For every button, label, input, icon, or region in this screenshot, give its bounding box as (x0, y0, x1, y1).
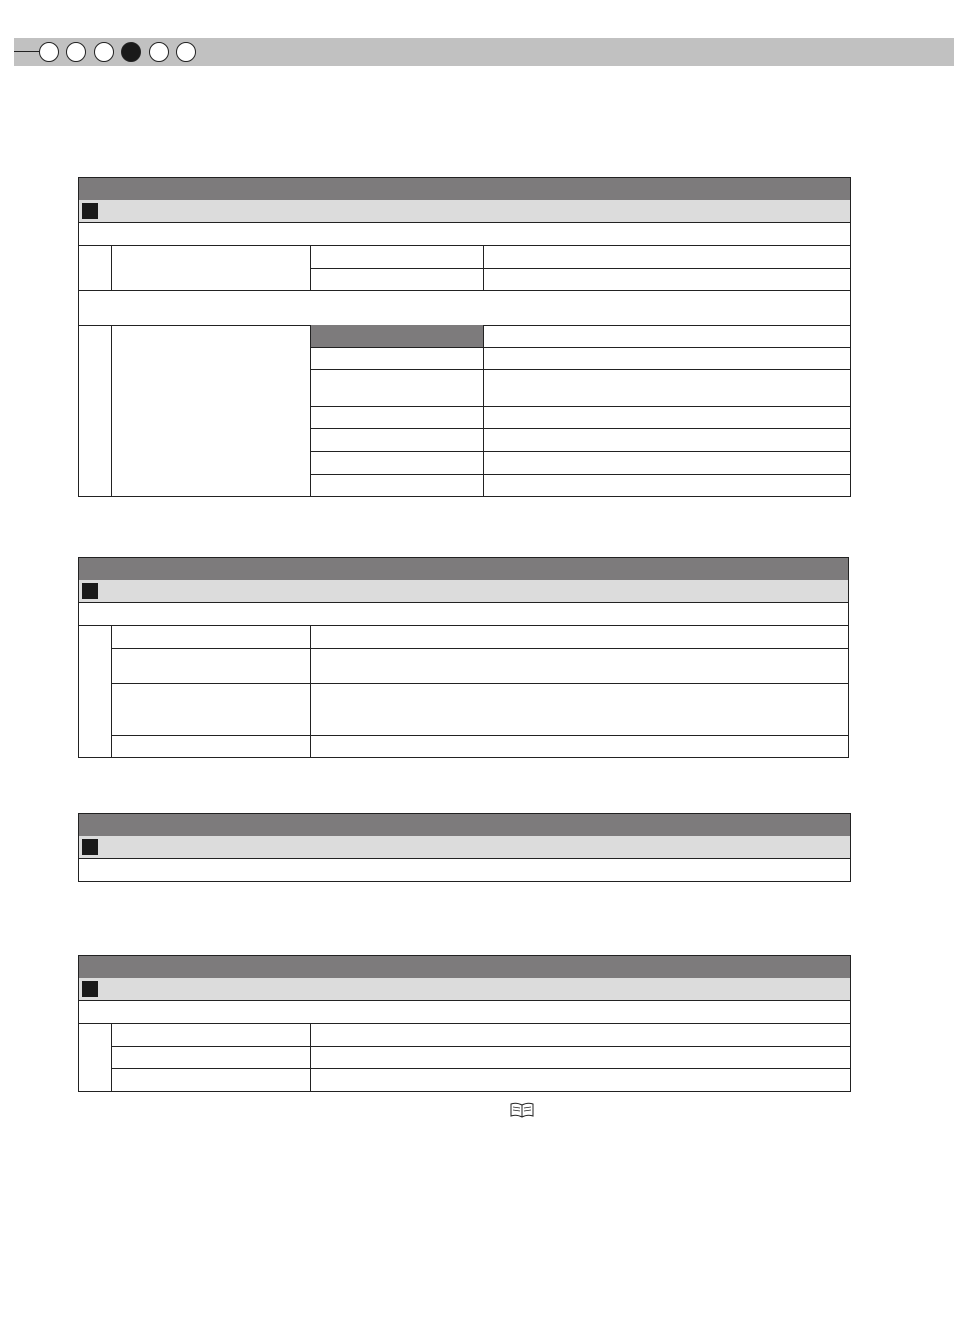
table-4-header (79, 956, 850, 979)
table-3-subheader (79, 836, 850, 859)
table-4-row-divider (111, 1068, 850, 1069)
settings-table-2 (78, 557, 849, 758)
table-1-col-divider (111, 325, 112, 497)
table-2-row-divider (111, 683, 848, 684)
table-1-row-divider (310, 406, 850, 407)
table-2-col-divider (310, 625, 311, 758)
square-marker-icon (82, 583, 98, 599)
table-4-col-divider (111, 1023, 112, 1092)
table-1-row-divider (79, 245, 850, 246)
table-1-col-divider (111, 245, 112, 290)
step-3-indicator (94, 42, 114, 62)
settings-table-4 (78, 955, 851, 1092)
step-5-indicator (149, 42, 169, 62)
square-marker-icon (82, 203, 98, 219)
table-1-col-divider (483, 245, 484, 290)
table-1-row-divider (310, 428, 850, 429)
table-1-row-divider (310, 369, 850, 370)
table-1-subheader (79, 200, 850, 223)
table-1-row-divider (79, 290, 850, 291)
settings-table-1 (78, 177, 851, 497)
table-4-subheader (79, 978, 850, 1001)
table-2-col-divider (111, 625, 112, 758)
step-1-indicator (39, 42, 59, 62)
table-2-subheader (79, 580, 848, 603)
table-2-row-divider (79, 625, 848, 626)
table-1-highlighted-cell (310, 325, 483, 347)
square-marker-icon (82, 981, 98, 997)
table-1-header (79, 178, 850, 201)
table-4-row-divider (111, 1046, 850, 1047)
table-1-row-divider (310, 451, 850, 452)
table-2-row-divider (111, 735, 848, 736)
table-2-header (79, 558, 848, 581)
header-line (14, 51, 40, 52)
table-1-col-divider (310, 245, 311, 290)
square-marker-icon (82, 839, 98, 855)
settings-table-3 (78, 813, 851, 882)
book-reference-icon (510, 1102, 534, 1118)
table-1-row-divider (310, 474, 850, 475)
table-4-row-divider (79, 1023, 850, 1024)
step-2-indicator (66, 42, 86, 62)
step-4-indicator-active (121, 42, 141, 62)
table-4-col-divider (310, 1023, 311, 1092)
table-2-row-divider (111, 648, 848, 649)
table-1-col-divider (310, 325, 311, 497)
table-3-header (79, 814, 850, 837)
table-1-row-divider (310, 347, 850, 348)
table-1-col-divider (483, 325, 484, 497)
table-1-row-divider (310, 268, 850, 269)
step-6-indicator (176, 42, 196, 62)
